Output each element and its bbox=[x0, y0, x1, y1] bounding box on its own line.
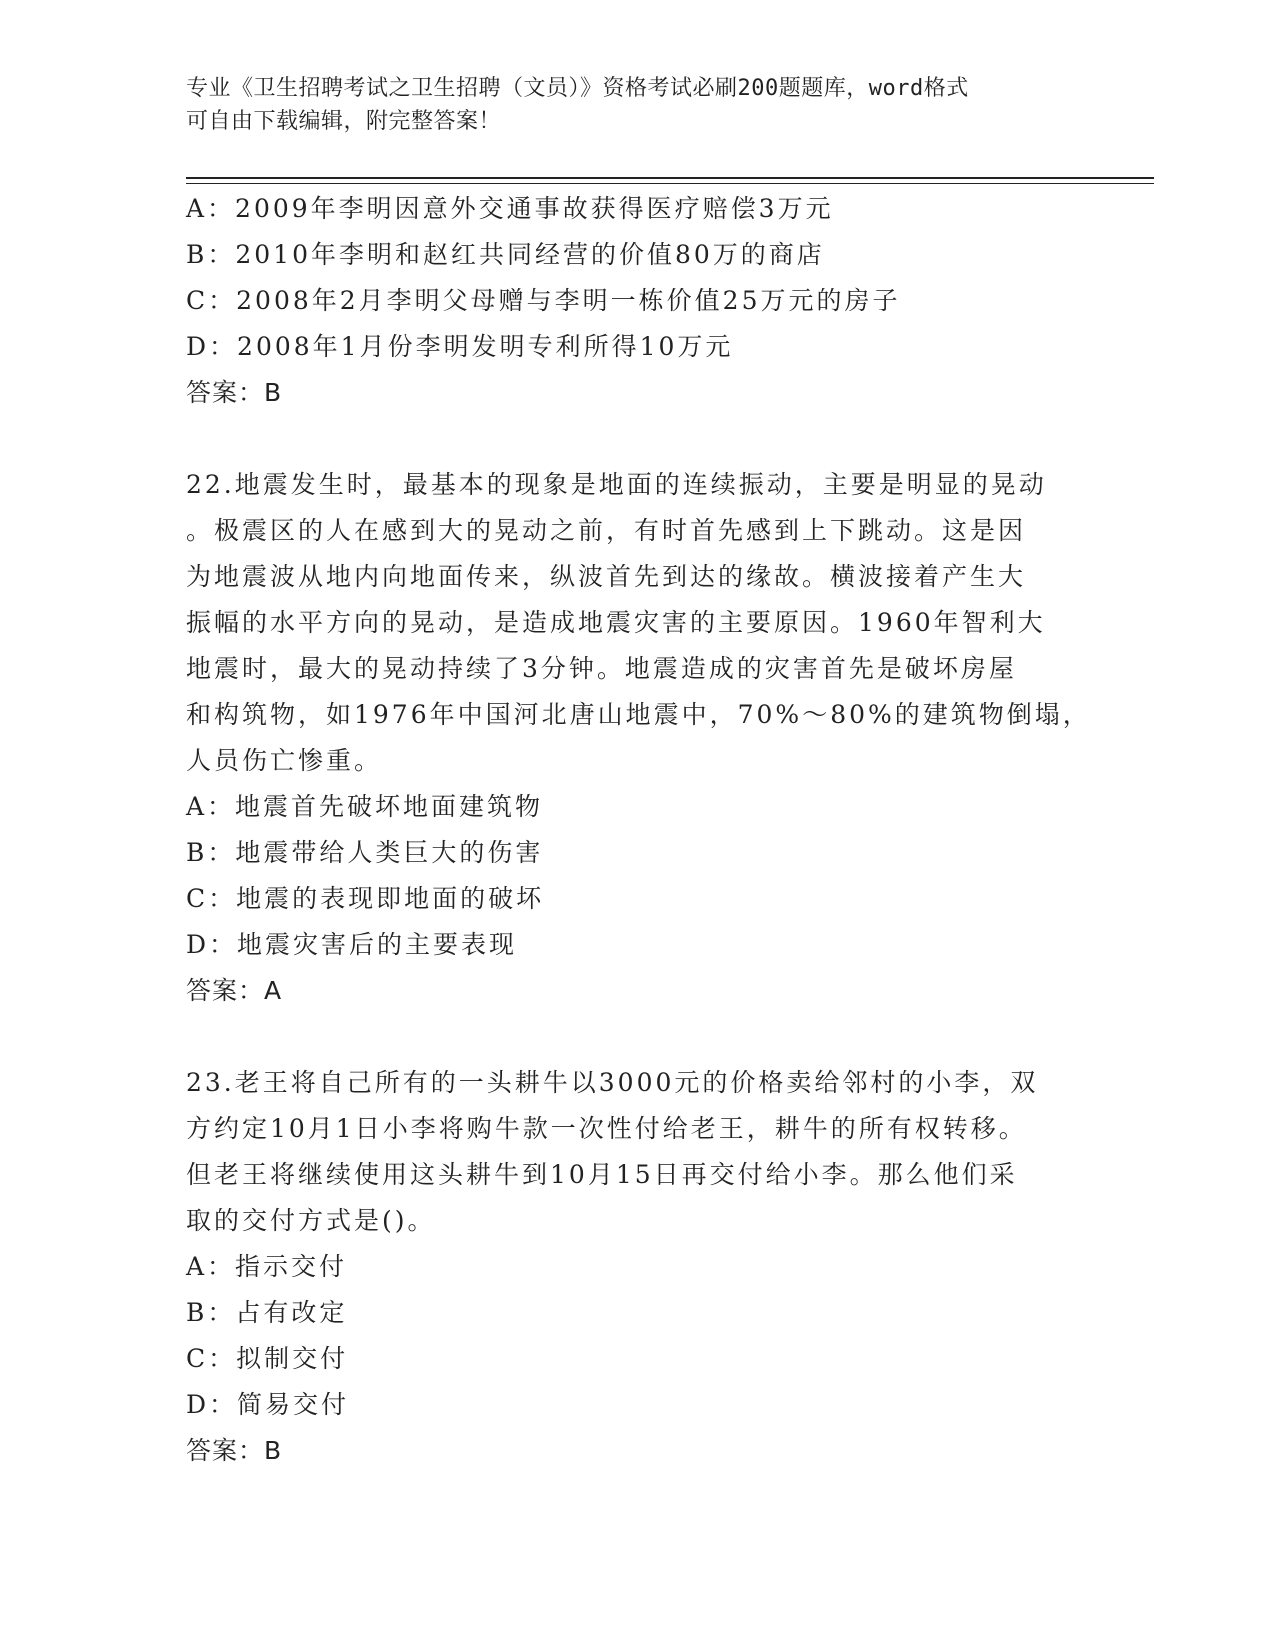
question-stem-line: 和构筑物，如1976年中国河北唐山地震中，70%～80%的建筑物倒塌， bbox=[186, 700, 1091, 729]
option-d: D：2008年1月份李明发明专利所得10万元 bbox=[186, 332, 734, 361]
option-d: D：地震灾害后的主要表现 bbox=[186, 930, 518, 959]
question-stem-line: 方约定10月1日小李将购牛款一次性付给老王，耕牛的所有权转移。 bbox=[186, 1114, 1027, 1143]
option-c: C：2008年2月李明父母赠与李明一栋价值25万元的房子 bbox=[186, 286, 901, 315]
option-c: C：地震的表现即地面的破坏 bbox=[186, 884, 545, 913]
header-line-1: 专业《卫生招聘考试之卫生招聘（文员）》资格考试必刷200题题库，word格式 bbox=[186, 76, 969, 101]
question-stem-line: 为地震波从地内向地面传来，纵波首先到达的缘故。横波接着产生大 bbox=[186, 562, 1027, 591]
option-c: C：拟制交付 bbox=[186, 1344, 349, 1373]
header-rule-thick bbox=[186, 177, 1154, 179]
answer-line: 答案：B bbox=[186, 1436, 283, 1465]
question-21 bbox=[186, 186, 1086, 416]
option-b: B：占有改定 bbox=[186, 1298, 348, 1327]
option-b: B：2010年李明和赵红共同经营的价值80万的商店 bbox=[186, 240, 825, 269]
question-stem-line: 振幅的水平方向的晃动，是造成地震灾害的主要原因。1960年智利大 bbox=[186, 608, 1046, 637]
option-a: A：指示交付 bbox=[186, 1252, 348, 1281]
question-stem-line: 但老王将继续使用这头耕牛到10月15日再交付给小李。那么他们采 bbox=[186, 1160, 1018, 1189]
option-a: A：地震首先破坏地面建筑物 bbox=[186, 792, 544, 821]
spacer bbox=[186, 416, 1086, 462]
question-stem-line: 。极震区的人在感到大的晃动之前，有时首先感到上下跳动。这是因 bbox=[186, 516, 1027, 545]
answer-line: 答案：A bbox=[186, 976, 283, 1005]
answer-line: 答案：B bbox=[186, 378, 283, 407]
header-line-2: 可自由下载编辑，附完整答案！ bbox=[186, 109, 502, 134]
header-rule-thin bbox=[186, 183, 1154, 184]
document-body bbox=[186, 186, 1091, 1474]
document-header bbox=[186, 72, 1086, 138]
question-stem-line: 人员伤亡惨重。 bbox=[186, 746, 383, 775]
spacer bbox=[186, 1014, 1086, 1060]
option-a: A：2009年李明因意外交通事故获得医疗赔偿3万元 bbox=[186, 194, 834, 223]
question-22 bbox=[186, 462, 1091, 1014]
question-stem-line: 23.老王将自己所有的一头耕牛以3000元的价格卖给邻村的小李，双 bbox=[186, 1068, 1039, 1097]
question-stem-line: 取的交付方式是()。 bbox=[186, 1206, 436, 1235]
question-stem-line: 22.地震发生时，最基本的现象是地面的连续振动，主要是明显的晃动 bbox=[186, 470, 1047, 499]
question-stem-line: 地震时，最大的晃动持续了3分钟。地震造成的灾害首先是破坏房屋 bbox=[186, 654, 1017, 683]
option-d: D：简易交付 bbox=[186, 1390, 350, 1419]
question-23 bbox=[186, 1060, 1086, 1474]
option-b: B：地震带给人类巨大的伤害 bbox=[186, 838, 544, 867]
